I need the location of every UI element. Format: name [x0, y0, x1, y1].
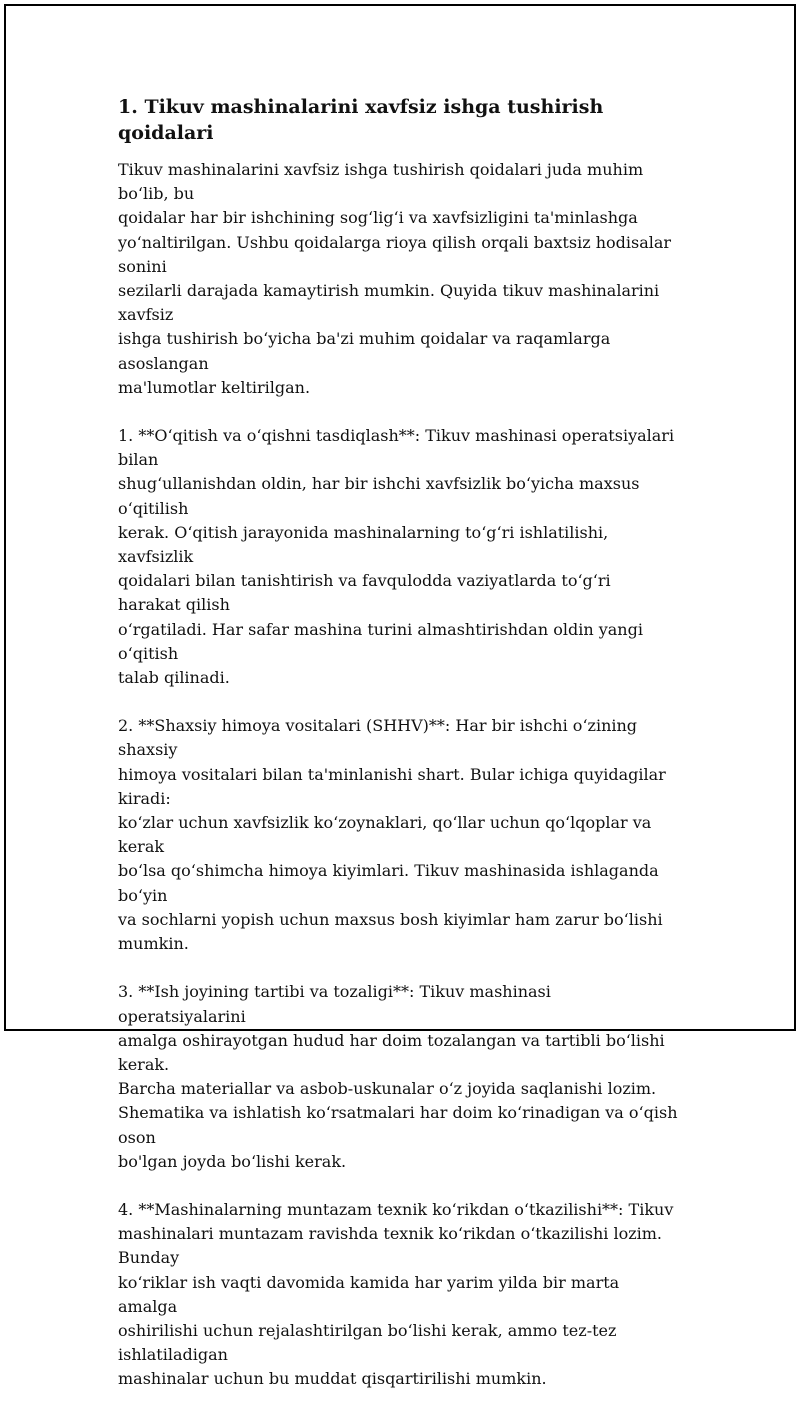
section-title: 1. Tikuv mashinalarini xavfsiz ishga tushirish qoidalari — [118, 96, 604, 144]
intro-paragraph: Tikuv mashinalarini xavfsiz ishga tushirish qoidalari juda muhim boʻlib, bu qoidalar har bir ishchining sogʻligʻi va xavfsizligini ta'minlashga yoʻnaltirilgan. Ushbu qoidalarga rioya qilish orqali baxtsiz hodisalar sonini sezilarli darajada kamaytirish mumkin. Quyida tikuv mashinalarini xavfsiz ishga tushirish boʻyicha ba'zi muhim qoidalar va raqamlarga asoslangan ma'lumotlar keltirilgan. — [118, 160, 672, 397]
rule-3-paragraph: 3. **Ish joyining tartibi va tozaligi**: Tikuv mashinasi operatsiyalarini amalga oshirayotgan hudud har doim tozalangan va tartibli boʻlishi kerak. Barcha materiallar va asbob-uskunalar oʻz joyida saqlanishi lozim. Shematika va ishlatish koʻrsatmalari har doim koʻrinadigan va oʻqish oson bo'lgan joyda boʻlishi kerak. — [118, 982, 678, 1171]
document-body — [118, 94, 678, 1416]
rule-4-paragraph: 4. **Mashinalarning muntazam texnik koʻrikdan oʻtkazilishi**: Tikuv mashinalari muntazam ravishda texnik koʻrikdan oʻtkazilishi lozim. Bunday koʻriklar ish vaqti davomida kamida har yarim yilda bir marta amalga oshirilishi uchun rejalashtirilgan boʻlishi kerak, ammo tez-tez ishlatiladigan mashinalar uchun bu muddat qisqartirilishi mumkin. — [118, 1199, 674, 1389]
rule-1-paragraph: 1. **Oʻqitish va oʻqishni tasdiqlash**: Tikuv mashinasi operatsiyalari bilan shugʻullanishdan oldin, har bir ishchi xavfsizlik boʻyicha maxsus oʻqitilish kerak. Oʻqitish jarayonida mashinalarning toʻgʻri ishlatilishi, xavfsizlik qoidalari bilan tanishtirish va favqulodda vaziyatlarda toʻgʻri harakat qilish oʻrgatiladi. Har safar mashina turini almashtirishdan oldin yangi oʻqitish talab qilinadi. — [118, 426, 675, 688]
rule-2-paragraph: 2. **Shaxsiy himoya vositalari (SHHV)**: Har bir ishchi oʻzining shaxsiy himoya vositalari bilan ta'minlanishi shart. Bular ichiga quyidagilar kiradi: koʻzlar uchun xavfsizlik koʻzoynaklari, qoʻllar uchun qoʻlqoplar va kerak boʻlsa qoʻshimcha himoya kiyimlari. Tikuv mashinasida ishlaganda boʻyin va sochlarni yopish uchun maxsus bosh kiyimlar ham zarur boʻlishi mumkin. — [118, 716, 666, 954]
